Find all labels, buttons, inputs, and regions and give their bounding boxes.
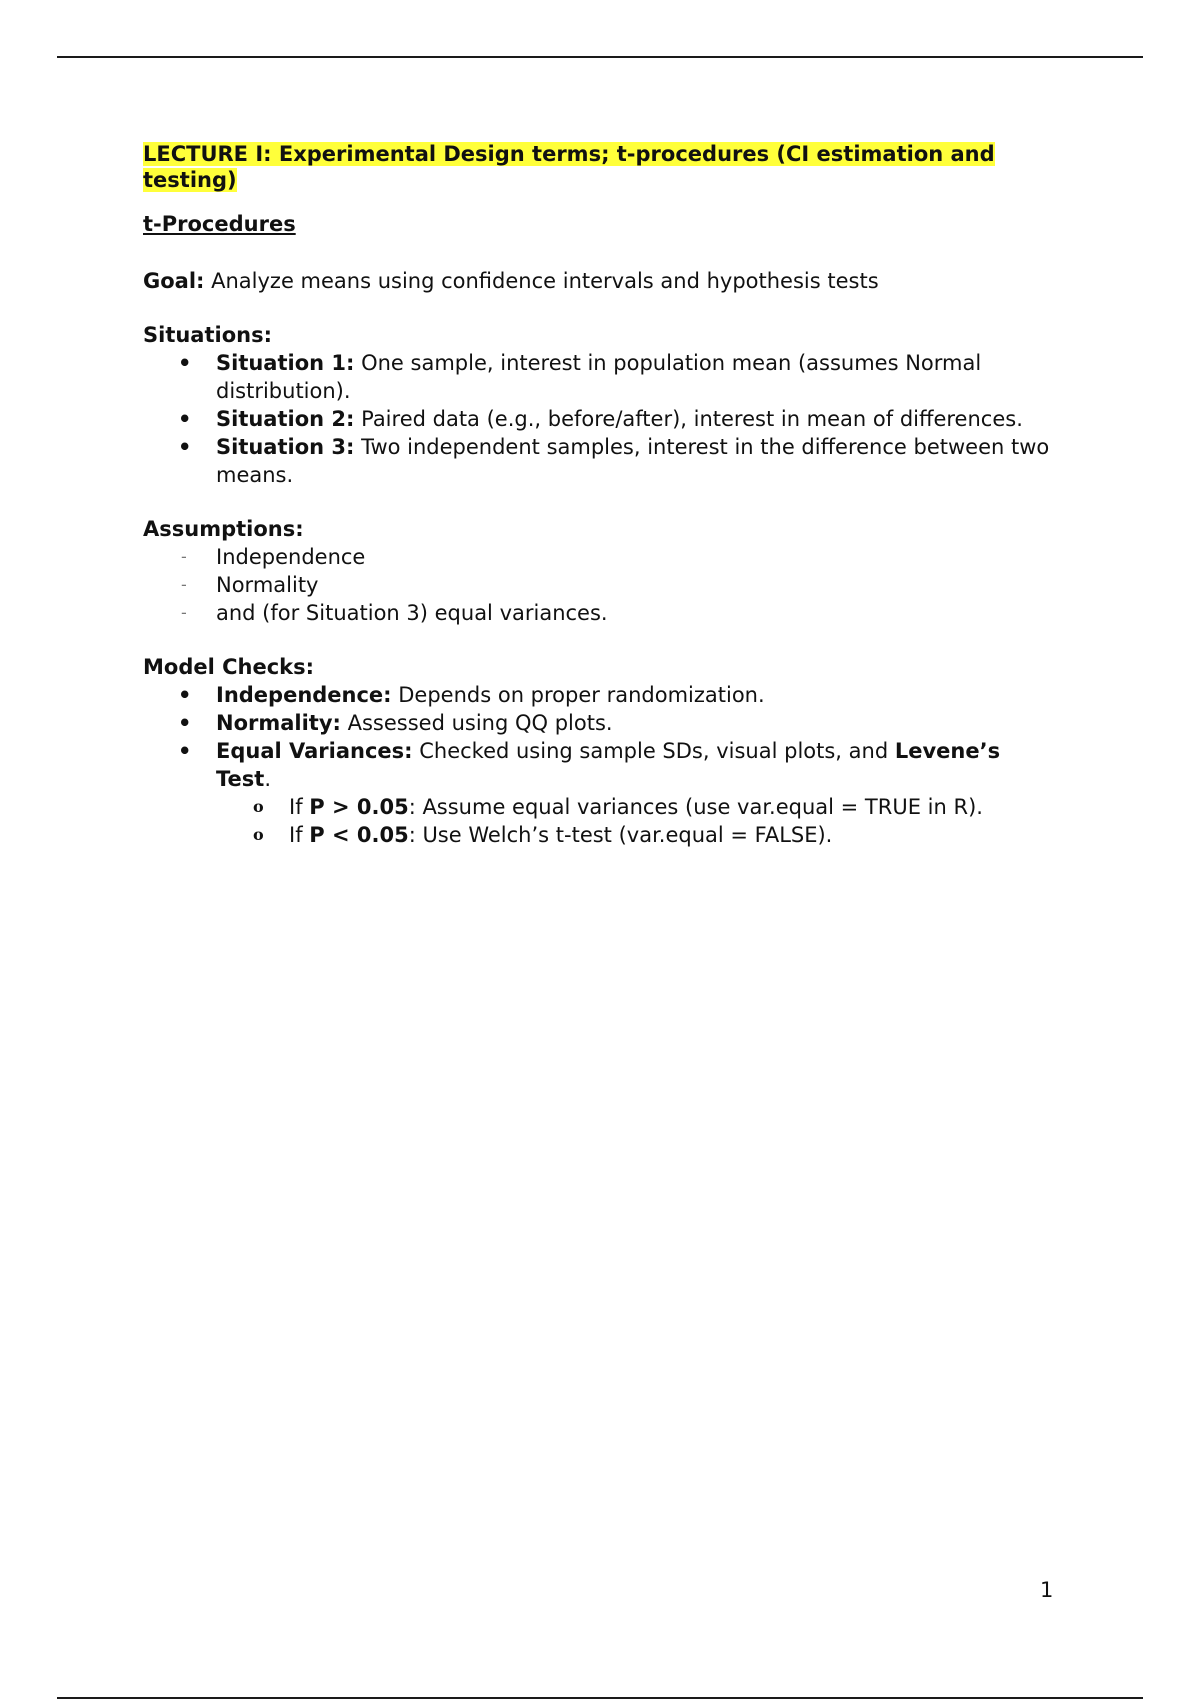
footer-rule xyxy=(57,1697,1143,1699)
list-item xyxy=(143,681,1058,709)
situations-heading: Situations: xyxy=(143,323,272,347)
rule-condition: P < 0.05 xyxy=(309,823,409,847)
list-item xyxy=(143,737,1058,849)
list-item: - Independence xyxy=(143,543,1058,571)
model-checks-section xyxy=(143,653,1058,849)
list-item: - and (for Situation 3) equal variances. xyxy=(143,599,1058,627)
situations-list xyxy=(143,349,1058,489)
situation-text: One sample, interest in population mean (assumes Normal distribution). xyxy=(216,351,982,403)
list-item xyxy=(143,349,1058,405)
section-heading: t-Procedures xyxy=(143,212,296,236)
goal-label: Goal: xyxy=(143,269,205,293)
situation-text: Two independent samples, interest in the difference between two means. xyxy=(216,435,1050,487)
situation-text: Paired data (e.g., before/after), interest in mean of differences. xyxy=(354,407,1023,431)
list-item xyxy=(216,793,1058,821)
rule-text: : Use Welch’s t-test (var.equal = FALSE). xyxy=(408,823,833,847)
header-rule xyxy=(57,56,1143,58)
model-checks-heading: Model Checks: xyxy=(143,655,315,679)
situation-label: Situation 3: xyxy=(216,435,355,459)
page-number: 1 xyxy=(1040,1578,1054,1602)
document-body xyxy=(143,141,1058,849)
check-text: Assessed using QQ plots. xyxy=(340,711,613,735)
model-checks-list xyxy=(143,681,1058,849)
list-item: - Normality xyxy=(143,571,1058,599)
assumptions-section xyxy=(143,515,1058,627)
rule-prefix: If xyxy=(289,795,310,819)
levenes-test-label: Levene’s Test xyxy=(216,739,1001,791)
goal-paragraph xyxy=(143,267,1058,295)
rule-condition: P > 0.05 xyxy=(309,795,409,819)
list-item xyxy=(143,709,1058,737)
assumptions-heading: Assumptions: xyxy=(143,517,304,541)
rule-prefix: If xyxy=(289,823,310,847)
situation-label: Situation 2: xyxy=(216,407,355,431)
lecture-title xyxy=(143,141,1058,193)
assumptions-list xyxy=(143,543,1058,627)
variance-rules-list xyxy=(216,793,1058,849)
situations-section xyxy=(143,321,1058,489)
list-item xyxy=(143,433,1058,489)
check-text: Checked using sample SDs, visual plots, and xyxy=(412,739,895,763)
check-text-end: . xyxy=(264,767,272,791)
check-label: Independence: xyxy=(216,683,392,707)
check-label: Normality: xyxy=(216,711,341,735)
situation-label: Situation 1: xyxy=(216,351,355,375)
check-label: Equal Variances: xyxy=(216,739,413,763)
lecture-title-text: LECTURE I: Experimental Design terms; t-procedures (CI estimation and testing) xyxy=(143,142,995,192)
list-item xyxy=(216,821,1058,849)
check-text: Depends on proper randomization. xyxy=(391,683,765,707)
list-item xyxy=(143,405,1058,433)
rule-text: : Assume equal variances (use var.equal = TRUE in R). xyxy=(408,795,983,819)
goal-text: Analyze means using confidence intervals and hypothesis tests xyxy=(204,269,879,293)
